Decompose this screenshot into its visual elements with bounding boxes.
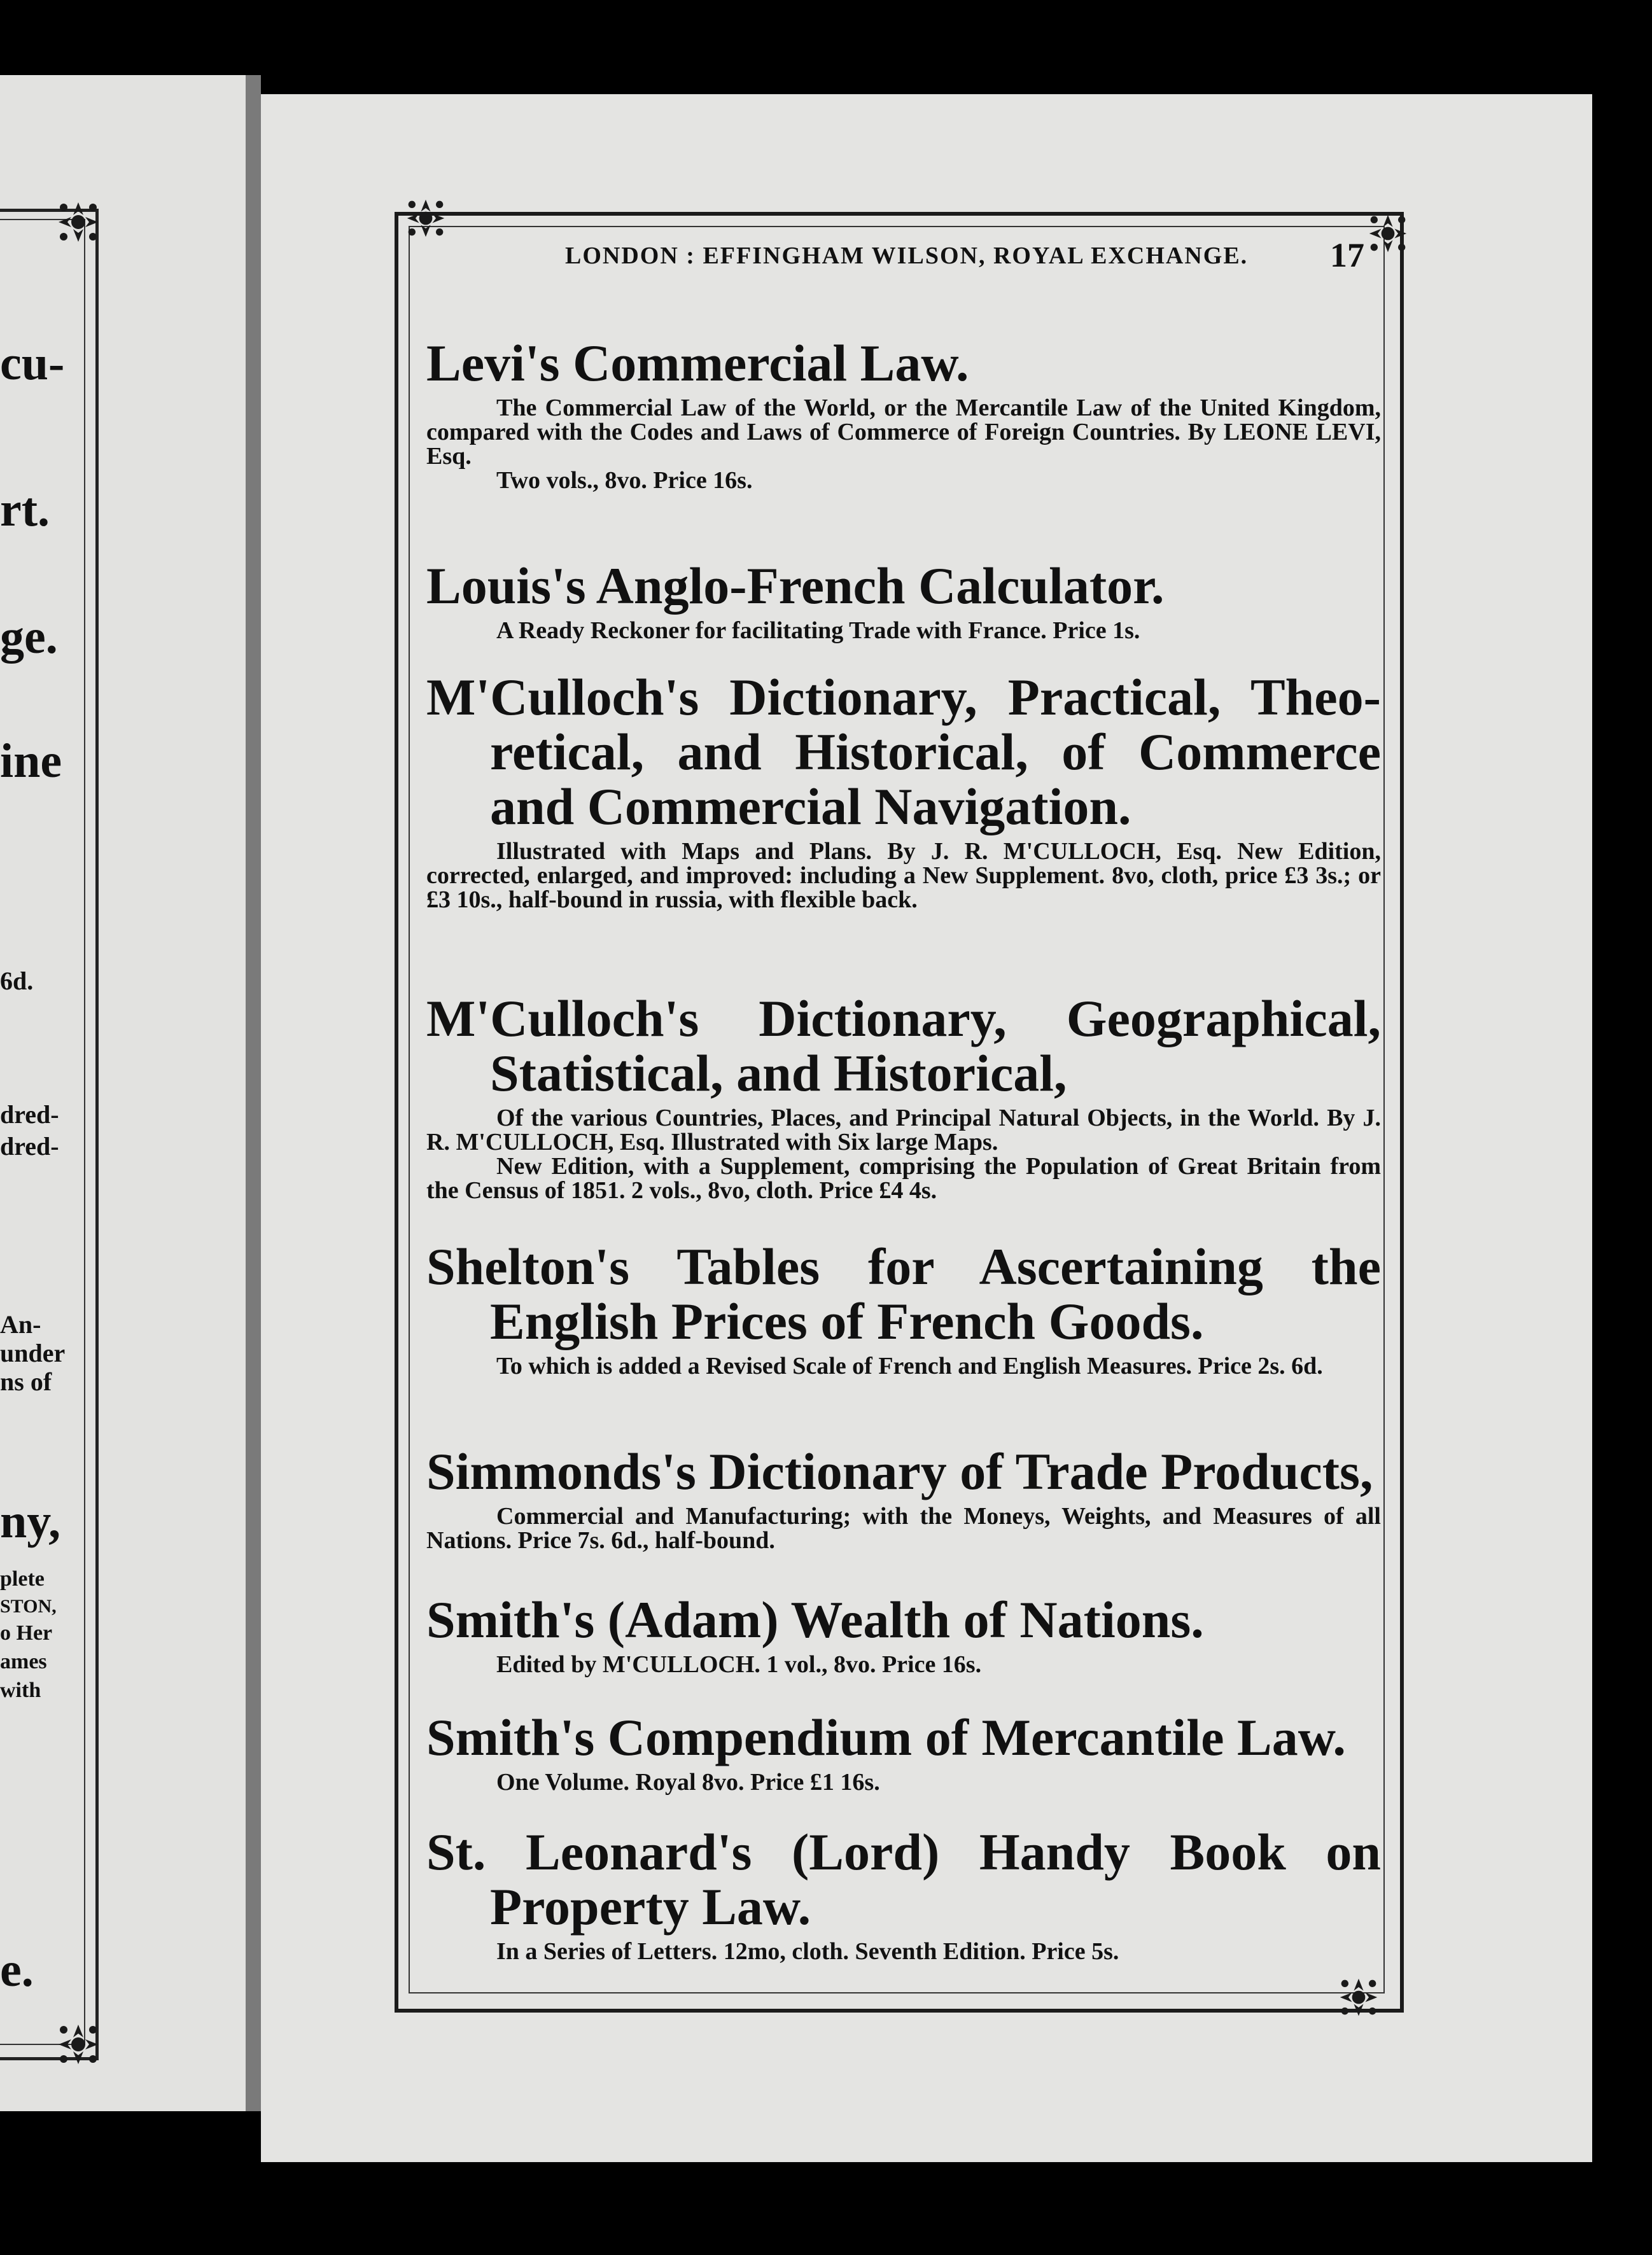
book-description: To which is added a Revised Scale of French and English Measures. Price 2s. 6d.: [496, 1353, 1323, 1379]
book-title: Louis's Anglo-French Calculator.: [426, 557, 1165, 615]
book-description: The Commercial Law of the World, or the Mercantile Law of the United Kingdom, compared with the Codes and Laws of Commerce of Foreign Countries. By LEONE LEVI, Esq.: [426, 394, 1381, 470]
left-fragment: o Her: [0, 1621, 53, 1645]
corner-ornament-icon: [1338, 1976, 1380, 2018]
running-header: LONDON : EFFINGHAM WILSON, ROYAL EXCHANGE.: [565, 242, 1249, 269]
catalogue-entry: [426, 1239, 1381, 1378]
book-title: Levi's Commercial Law.: [426, 334, 969, 392]
catalogue-entry: [426, 1593, 1381, 1677]
book-description: One Volume. Royal 8vo. Price £1 16s.: [496, 1769, 880, 1796]
book-title-continued: English Prices of French Goods.: [490, 1292, 1204, 1350]
book-description: Edited by M'CULLOCH. 1 vol., 8vo. Price 16s.: [496, 1651, 982, 1678]
left-fragment: An-: [0, 1310, 41, 1339]
left-fragment: e.: [0, 1943, 34, 1997]
book-title: Simmonds's Dictionary of Trade Products,: [426, 1442, 1373, 1500]
left-fragment: dred-: [0, 1100, 59, 1129]
book-title: Smith's Compendium of Mercantile Law.: [426, 1708, 1346, 1766]
left-fragment: ames: [0, 1650, 47, 1673]
catalogue-entry: [426, 336, 1381, 492]
catalogue-page: [261, 94, 1592, 2162]
ornament-icon: [56, 2022, 101, 2067]
ornament-icon: [56, 200, 101, 244]
book-description: Commercial and Manufacturing; with the Moneys, Weights, and Measures of all Nations. Price 7s. 6d., half-bound.: [426, 1503, 1381, 1554]
book-title-continued: Statistical, and Historical,: [490, 1044, 1067, 1102]
catalogue-entry: [426, 559, 1381, 643]
corner-ornament-icon: [405, 197, 447, 239]
book-description: Two vols., 8vo. Price 16s.: [496, 467, 753, 494]
left-fragment: cu-: [0, 337, 65, 390]
left-fragment: rt.: [0, 483, 50, 536]
catalogue-entry: [426, 991, 1381, 1203]
book-description: New Edition, with a Supplement, comprising the Population of Great Britain from the Census of 1851. 2 vols., 8vo, cloth. Price £4 4s.: [426, 1153, 1381, 1204]
left-fragment: ine: [0, 734, 62, 788]
book-description: A Ready Reckoner for facilitating Trade with France. Price 1s.: [496, 617, 1140, 644]
left-fragment: STON,: [0, 1596, 57, 1617]
page-number: 17: [1330, 236, 1364, 274]
catalogue-entry: [426, 1825, 1381, 1964]
catalogue-entry: [426, 1444, 1381, 1553]
left-fragment: ge.: [0, 610, 58, 664]
book-title: Shelton's Tables for Ascertaining the: [426, 1238, 1381, 1295]
catalogue-entry: [426, 670, 1381, 912]
left-fragment: with: [0, 1679, 41, 1702]
left-fragment: dred-: [0, 1132, 59, 1161]
book-title: M'Culloch's Dictionary, Practical, Theo-: [426, 668, 1381, 726]
book-title: M'Culloch's Dictionary, Geographical,: [426, 989, 1381, 1047]
page-gutter: [246, 75, 261, 2111]
catalogue-entry: [426, 1710, 1381, 1794]
left-fragment: 6d.: [0, 967, 34, 995]
corner-ornament-icon: [1367, 213, 1409, 255]
book-title-continued: retical, and Historical, of Commerce: [490, 723, 1381, 781]
left-fragment: under: [0, 1339, 66, 1367]
book-title: Smith's (Adam) Wealth of Nations.: [426, 1591, 1204, 1649]
book-description: Of the various Countries, Places, and Principal Natural Objects, in the World. By J. R. M'CULLOCH, Esq. Illustrated with Six large Maps.: [426, 1105, 1381, 1155]
left-fragment: ny,: [0, 1495, 61, 1548]
book-title-continued: and Commercial Navigation.: [490, 778, 1131, 835]
book-description: In a Series of Letters. 12mo, cloth. Seventh Edition. Price 5s.: [496, 1938, 1119, 1965]
left-fragment: ns of: [0, 1367, 52, 1396]
book-title-continued: Property Law.: [490, 1878, 811, 1936]
book-description: Illustrated with Maps and Plans. By J. R. M'CULLOCH, Esq. New Edition, corrected, enlarged, and improved: including a New Supplement. 8vo, cloth, price £3 3s.; or £3 10s., half-bound in russia, with flexible back.: [426, 838, 1381, 913]
book-title: St. Leonard's (Lord) Handy Book on: [426, 1823, 1381, 1881]
left-page-fragment: [0, 75, 246, 2111]
left-fragment: plete: [0, 1567, 45, 1591]
